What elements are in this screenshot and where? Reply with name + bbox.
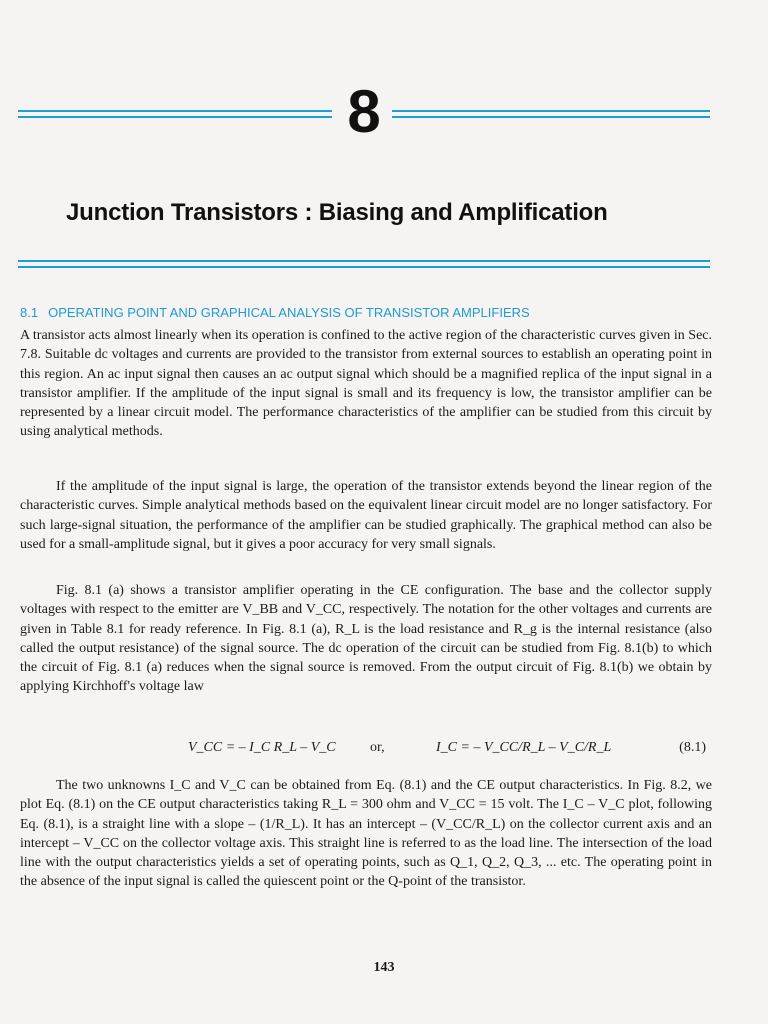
- paragraph-text: Fig. 8.1 (a) shows a transistor amplifier operating in the CE configuration. The base and the collector supply voltages with respect to the emitter are V_BB and V_CC, respectively. The notation for the other voltages and currents are given in Table 8.1 for ready reference. In Fig. 8.1 (a), R_L is the load resistance and R_g is the internal resistance (also called the output resistance) of the signal source. The dc operation of the circuit can be studied from Fig. 8.1(b) to which the circuit of Fig. 8.1 (a) reduces when the signal source is removed. From the output circuit of Fig. 8.1(b) we obtain by applying Kirchhoff's voltage law: [20, 583, 712, 695]
- paragraph-text: The two unknowns I_C and V_C can be obtained from Eq. (8.1) and the CE output characteristics. In Fig. 8.2, we plot Eq. (8.1) on the CE output characteristics taking R_L = 300 ohm and V_CC = 15 volt. The I_C – V_C plot, following Eq. (8.1), is a straight line with a slope – (1/R_L). It has an intercept – (V_CC/R_L) on the collector current axis and an intercept – V_CC on the collector voltage axis. This straight line is referred to as the load line. The intersection of the load line with the output characteristics yields a set of operating points, such as Q_1, Q_2, Q_3, ... etc. The operating point in the absence of the input signal is called the quiescent point or the Q-point of the transistor.: [20, 778, 712, 890]
- top-rule-left: [18, 104, 332, 124]
- paragraph-2: [20, 477, 712, 554]
- equation-left: V_CC = – I_C R_L – V_C: [188, 740, 336, 755]
- equation-connector: or,: [370, 740, 385, 755]
- chapter-number: 8: [347, 78, 381, 145]
- section-number: 8.1: [20, 305, 39, 320]
- paragraph-text: A transistor acts almost linearly when its operation is confined to the active region of the characteristic curves given in Sec. 7.8. Suitable dc voltages and currents are provided to the transistor from external sources to establish an operating point in this region. An ac input signal then causes an ac output signal which should be a magnified replica of the input signal in a transistor amplifier. If the amplitude of the input signal is small and its frequency is low, the transistor amplifier can be represented by a linear circuit model. The performance characteristics of the amplifier can be studied from this circuit by using analytical methods.: [20, 328, 712, 440]
- paragraph-1: [20, 326, 712, 442]
- section-heading: [20, 304, 710, 322]
- paragraph-4: [20, 776, 712, 892]
- top-rule-right: [392, 104, 710, 124]
- paragraph-text: If the amplitude of the input signal is large, the operation of the transistor extends beyond the linear region of the characteristic curves. Simple analytical methods based on the equivalent linear circuit model are no longer satisfactory. For such large-signal situation, the performance of the amplifier can be studied graphically. The graphical method can also be used for a small-amplitude signal, but it gives a poor accuracy for very small signals.: [20, 479, 712, 552]
- chapter-title: Junction Transistors : Biasing and Amplification: [66, 199, 608, 226]
- equation-right-text: I_C = – V_CC/R_L – V_C/R_L: [436, 740, 612, 755]
- title-rule: [18, 258, 710, 272]
- section-title: OPERATING POINT AND GRAPHICAL ANALYSIS OF TRANSISTOR AMPLIFIERS: [48, 305, 530, 320]
- equation-number: (8.1): [679, 740, 706, 755]
- paragraph-3: [20, 581, 712, 697]
- equation-8-1: [20, 728, 712, 774]
- page-number: 143: [373, 960, 395, 975]
